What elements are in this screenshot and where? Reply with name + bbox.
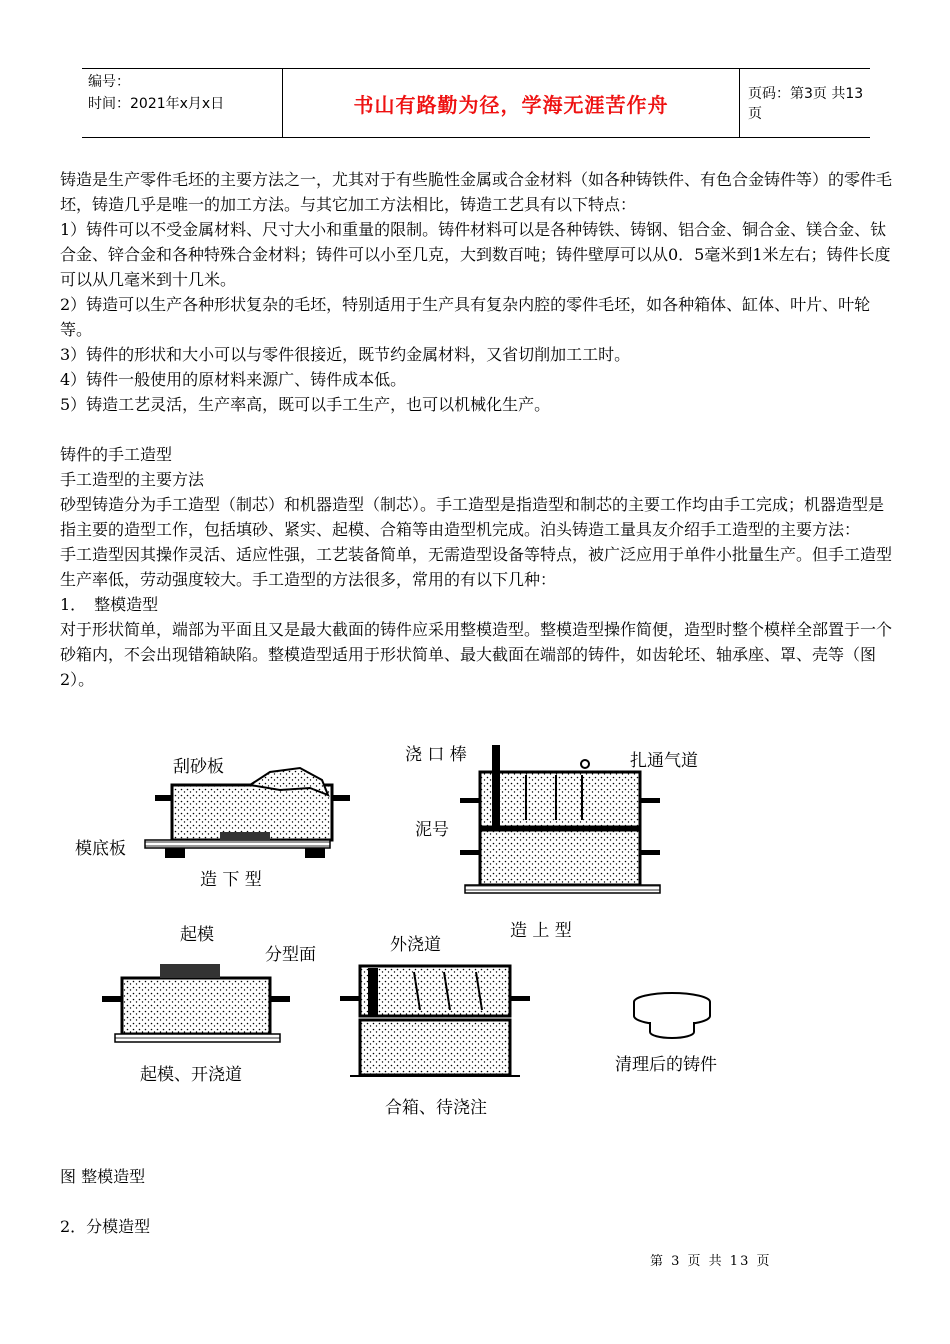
date-label: 时间：2021年x月x日 xyxy=(88,96,225,112)
header-page-info: 页码：第3页 共13页 xyxy=(748,86,864,122)
header-motto: 书山有路勤为径，学海无涯苦作舟 xyxy=(282,69,740,137)
label-sprue-rod: 浇 口 棒 xyxy=(405,745,467,765)
panel-upper-mold xyxy=(405,745,698,941)
label-base-board: 模底板 xyxy=(75,839,126,859)
paragraph: 手工造型因其操作灵活、适应性强，工艺装备简单，无需造型设备等特点，被广泛应用于单件小批量生产。但手工造型生产率低，劳动强度较大。手工造型的方法很多，常用的有以下几种： xyxy=(60,545,893,589)
paragraph: 5）铸造工艺灵活，生产率高，既可以手工生产，也可以机械化生产。 xyxy=(60,395,551,414)
header-meta xyxy=(82,69,282,137)
page-footer: 第 3 页 共 13 页 xyxy=(650,1254,772,1269)
label-vent: 扎通气道 xyxy=(630,751,698,771)
section-subtitle: 手工造型的主要方法 xyxy=(60,470,205,489)
paragraph: 3）铸件的形状和大小可以与零件很接近，既节约金属材料，又省切削加工工时。 xyxy=(60,345,631,364)
section-title: 铸件的手工造型 xyxy=(60,445,173,464)
figure-caption: 图 整模造型 xyxy=(60,1167,146,1186)
label-parting: 分型面 xyxy=(265,945,316,965)
serial-label: 编号： xyxy=(88,74,130,90)
label-close-pour: 合箱、待浇注 xyxy=(385,1098,487,1118)
paragraph: 2）铸造可以生产各种形状复杂的毛坯，特别适用于生产具有复杂内腔的零件毛坯，如各种箱体、缸体、叶片、叶轮等。 xyxy=(60,295,871,339)
section2-title: 2．分模造型 xyxy=(60,1217,151,1236)
page-header xyxy=(82,68,870,138)
panel-cleaned-casting xyxy=(615,993,717,1075)
panel-lower-mold xyxy=(75,757,350,890)
paragraph: 铸造是生产零件毛坯的主要方法之一，尤其对于有些脆性金属或合金材料（如各种铸铁件、有色合金铸件等）的零件毛坯，铸造几乎是唯一的加工方法。与其它加工方法相比，铸造工艺具有以下特点： xyxy=(60,170,893,214)
label-make-upper: 造 上 型 xyxy=(510,921,572,941)
panel-close-flask xyxy=(340,935,530,1118)
paragraph: 1）铸件可以不受金属材料、尺寸大小和重量的限制。铸件材料可以是各种铸铁、铸钢、铝合金、铜合金、镁合金、钛合金、锌合金和各种特殊合金材料；铸件可以小至几克，大到数百吨；铸件壁厚可以从0．5毫米到1米左右；铸件长度可以从几毫米到十几米。 xyxy=(60,220,891,289)
numbered-heading: 1． 整模造型 xyxy=(60,595,159,614)
label-lift: 起模 xyxy=(180,925,214,945)
body-text xyxy=(60,167,892,692)
label-make-lower: 造 下 型 xyxy=(200,870,262,890)
paragraph: 砂型铸造分为手工造型（制芯）和机器造型（制芯）。手工造型是指造型和制芯的主要工作均由手工完成；机器造型是指主要的造型工作，包括填砂、紧实、起模、合箱等由造型机完成。泊头铸造工量具友介绍手工造型的主要方法： xyxy=(60,495,885,539)
panel-lift-pattern xyxy=(102,925,316,1085)
molding-figure xyxy=(60,740,760,1130)
paragraph: 4）铸件一般使用的原材料来源广、铸件成本低。 xyxy=(60,370,407,389)
label-cleaned: 清理后的铸件 xyxy=(615,1055,717,1075)
label-outer-gate: 外浇道 xyxy=(390,935,441,955)
label-mud-mark: 泥号 xyxy=(415,820,449,840)
figure-drawing xyxy=(60,740,760,1130)
label-scraper: 刮砂板 xyxy=(173,757,224,777)
label-lift-gate: 起模、开浇道 xyxy=(140,1065,242,1085)
paragraph: 对于形状简单，端部为平面且又是最大截面的铸件应采用整模造型。整模造型操作简便，造型时整个模样全部置于一个砂箱内，不会出现错箱缺陷。整模造型适用于形状简单、最大截面在端部的铸件，如齿轮坯、轴承座、罩、壳等（图2）。 xyxy=(60,620,893,689)
